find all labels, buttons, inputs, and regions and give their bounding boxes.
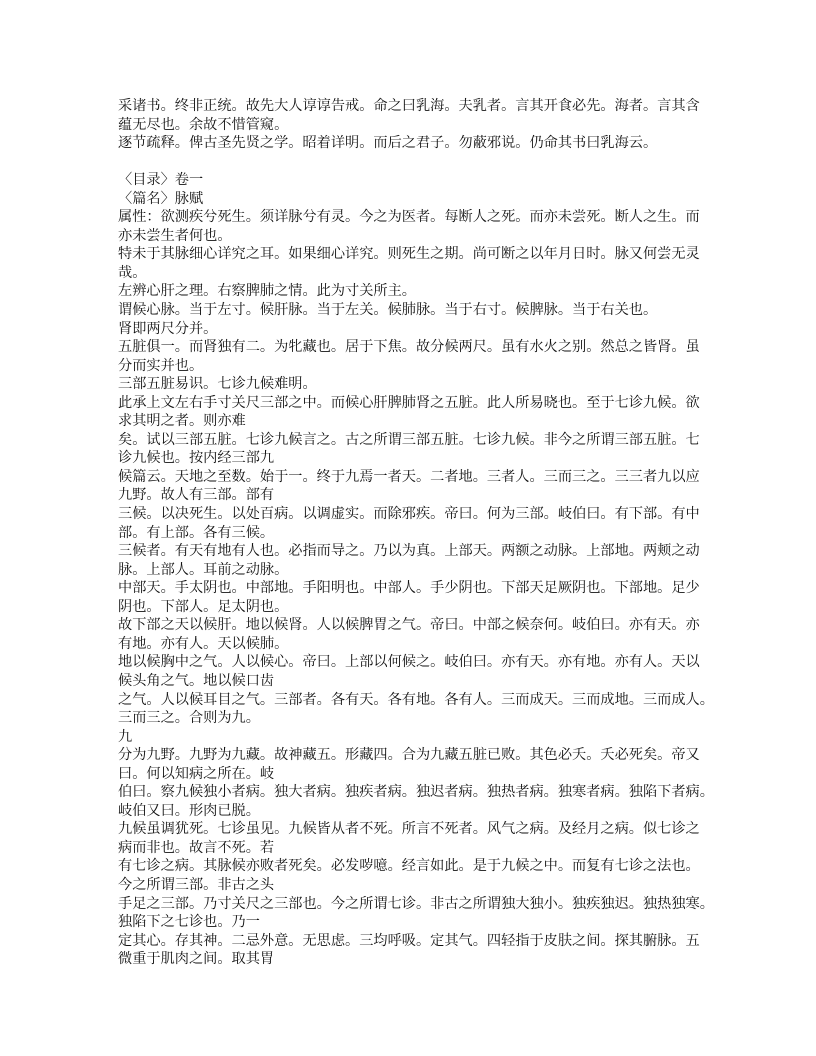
text-line: 肾即两尺分并。 [118,320,218,337]
text-line: 候篇云。天地之至数。始于一。终于九焉一者天。二者地。三者人。三而三之。三三者九以应 [118,468,700,485]
text-line: 谓候心脉。当于左寸。候肝脉。当于左关。候肺脉。当于右寸。候脾脉。当于右关也。 [118,302,658,319]
text-line: 地以候胸中之气。人以候心。帝曰。上部以何候之。岐伯曰。亦有天。亦有地。亦有人。天以 [118,654,700,671]
text-line: 矣。试以三部五脏。七诊九候言之。古之所谓三部五脏。七诊九候。非今之所谓三部五脏。七 [118,431,700,448]
text-line: 左辨心肝之理。右察脾肺之情。此为寸关所主。 [118,283,416,300]
text-line: 中部天。手太阴也。中部地。手阳明也。中部人。手少阴也。下部天足厥阴也。下部地。足少 [118,580,700,597]
text-line: 有地。亦有人。天以候肺。 [118,635,289,652]
text-line: 九 [118,728,133,745]
text-line: 分而实并也。 [118,357,204,374]
text-line: 采诸书。终非正统。故先大人谆谆告戒。命之曰乳海。夫乳者。言其开食必先。海者。言其含 [118,98,700,114]
text-line: 今之所谓三部。非古之头 [118,876,275,893]
text-line: 三候者。有天有地有人也。必指而导之。乃以为真。上部天。两额之动脉。上部地。两颊之动 [118,543,700,560]
text-line: 属性：欲测疾兮死生。须详脉兮有灵。今之为医者。每断人之死。而亦未尝死。断人之生。而 [118,209,700,226]
text-line: 九候虽调犹死。七诊虽见。九候皆从者不死。所言不死者。风气之病。及经月之病。似七诊之 [118,821,700,838]
text-line: 三而三之。合则为九。 [118,710,260,727]
text-line: 三候。以决死生。以处百病。以调虚实。而除邪疾。帝曰。何为三部。岐伯曰。有下部。有中 [118,506,700,523]
text-line: 微重于肌肉之间。取其胃 [118,951,275,968]
text-line: 阴也。下部人。足太阴也。 [118,598,289,615]
text-line: 脉。上部人。耳前之动脉。 [118,561,289,578]
text-line: 候头角之气。地以候口齿 [118,672,275,689]
text-line: 三部五脏易识。七诊九候难明。 [118,376,317,393]
text-line: 逐节疏释。俾古圣先贤之学。昭着详明。而后之君子。勿蔽邪说。仍命其书曰乳海云。 [118,135,658,152]
text-line: 伯曰。察九候独小者病。独大者病。独疾者病。独迟者病。独热者病。独寒者病。独陷下者病。 [118,784,714,801]
text-line: 部。有上部。各有三候。 [118,524,275,541]
text-line: 亦未尝生者何也。 [118,227,232,244]
text-line: 病而非也。故言不死。若 [118,839,275,856]
text-line: 分为九野。九野为九藏。故神藏五。形藏四。合为九藏五脏已败。其色必夭。夭必死矣。帝又 [118,747,700,764]
text-line: 特未于其脉细心详究之耳。如果细心详究。则死生之期。尚可断之以年月日时。脉又何尝无灵 [118,246,700,263]
text-line: 独陷下之七诊也。乃一 [118,914,260,931]
text-line: 曰。何以知病之所在。岐 [118,765,275,782]
text-line: 定其心。存其神。二忌外意。无思虑。三均呼吸。定其气。四轻指于皮肤之间。探其腑脉。五 [118,932,700,949]
text-line: 故下部之天以候肝。地以候肾。人以候脾胃之气。帝曰。中部之候奈何。岐伯曰。亦有天。亦 [118,617,700,634]
text-line: 此承上文左右手寸关尺三部之中。而候心肝脾肺肾之五脏。此人所易晓也。至于七诊九候。欲 [118,394,700,411]
text-line: 〈目录〉卷一 [118,172,204,189]
text-line: 求其明之者。则亦难 [118,413,246,430]
blank-line [118,153,718,172]
text-line: 有七诊之病。其脉候亦败者死矣。必发哕噫。经言如此。是于九候之中。而复有七诊之法也。 [118,858,700,875]
text-line: 之气。人以候耳目之气。三部者。各有天。各有地。各有人。三而成天。三而成地。三而成人。 [118,691,714,708]
text-line: 岐伯又曰。形肉已脱。 [118,802,260,819]
text-line: 九野。故人有三部。部有 [118,487,275,504]
text-line: 五脏俱一。而肾独有二。为牝藏也。居于下焦。故分候两尺。虽有水火之别。然总之皆肾。虽 [118,339,700,356]
document-page [118,97,718,969]
text-line: 〈篇名〉脉赋 [118,190,204,207]
text-line: 诊九候也。按内经三部九 [118,450,275,467]
text-line: 手足之三部。乃寸关尺之三部也。今之所谓七诊。非古之所谓独大独小。独疾独迟。独热独寒。 [118,895,714,912]
text-line: 哉。 [118,264,147,281]
text-line: 蕴无尽也。余故不惜管窥。 [118,116,289,133]
